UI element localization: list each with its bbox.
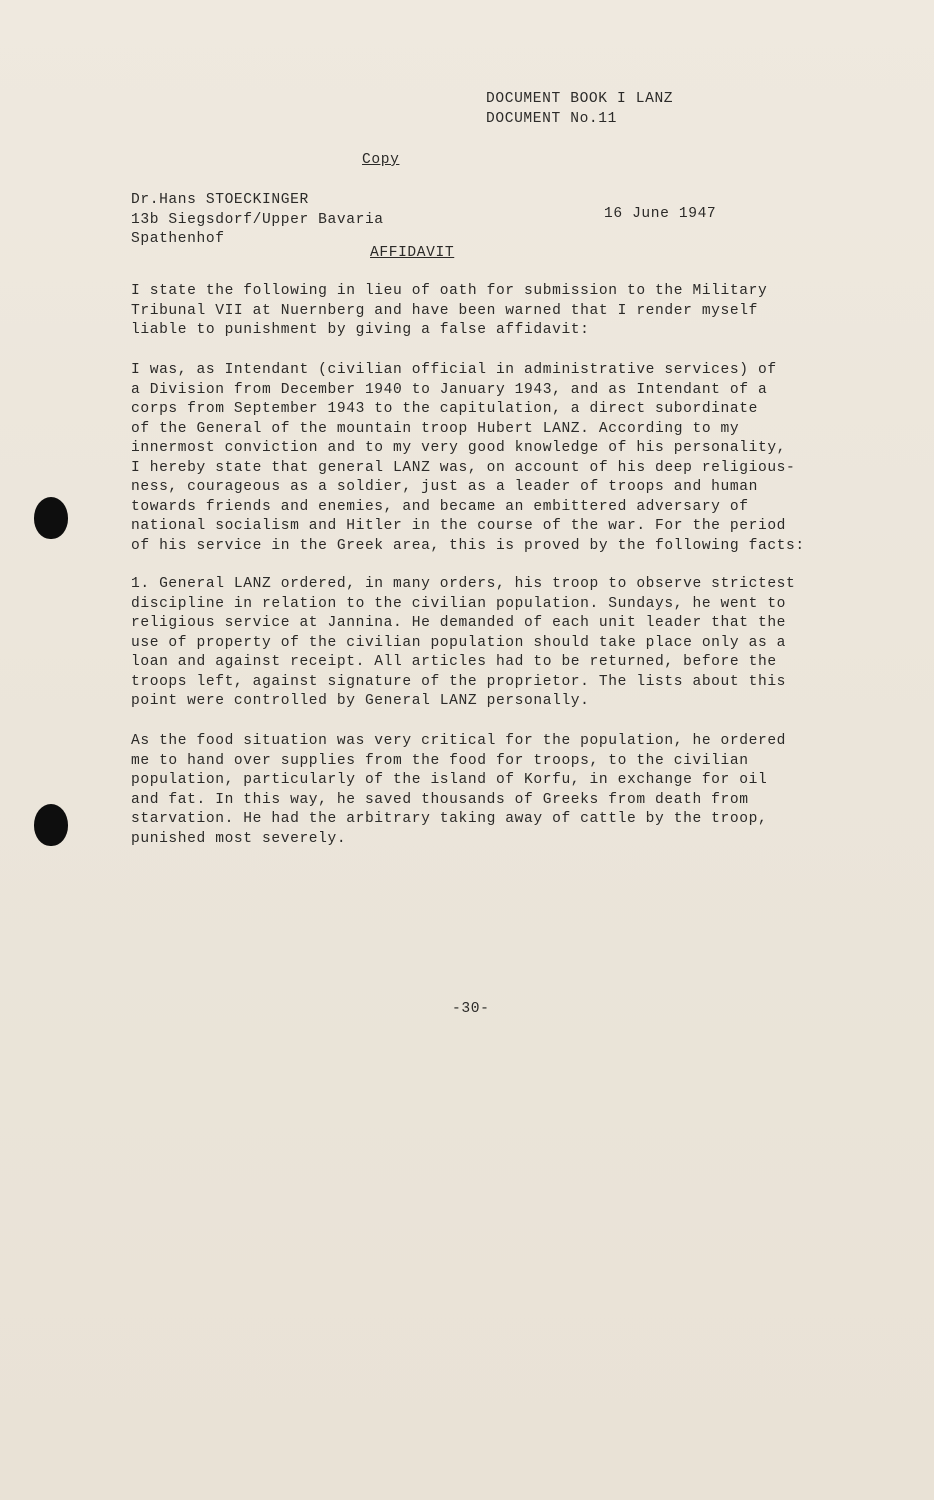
sender-block bbox=[131, 191, 384, 250]
food-situation-paragraph: As the food situation was very critical for the population, he ordered me to hand over supplies from the food for troops, to the civilian population, particularly of the island of Korfu, in exchange for oil and fat. In this way, he saved thousands of Greeks from death from starvation. He had the arbitrary taking away of cattle by the troop, punished most severely. bbox=[131, 733, 787, 847]
fact-one-paragraph: 1. General LANZ ordered, in many orders, his troop to observe strictest discipline in relation to the civilian population. Sundays, he went to religious service at Jannina. He demanded of each unit leader that the use of property of the civilian population should take place only as a loan and against receipt. All articles had to be returned, before the troops left, against signature of the proprietor. The lists about this point were controlled by General LANZ personally. bbox=[131, 576, 796, 709]
punch-hole-lower bbox=[34, 804, 68, 846]
document-number-line: DOCUMENT No.11 bbox=[486, 110, 618, 127]
page-number: -30- bbox=[452, 1001, 490, 1017]
oath-statement-paragraph: I state the following in lieu of oath for submission to the Military Tribunal VII at Nuernberg and have been warned that I render myself liable to punishment by giving a false affidavit: bbox=[131, 283, 768, 338]
sender-place: Spathenhof bbox=[131, 231, 225, 247]
punch-hole-upper bbox=[34, 497, 68, 539]
copy-label: Copy bbox=[362, 152, 400, 168]
sender-name: Dr.Hans STOECKINGER bbox=[131, 192, 309, 208]
service-statement-paragraph: I was, as Intendant (civilian official in administrative services) of a Division from December 1940 to January 1943, and as Intendant of a corps from September 1943 to the capitulation, a direct subordinate of the General of the mountain troop Hubert LANZ. According to my innermost conviction and to my very good knowledge of his personality, I hereby state that general LANZ was, on account of his deep religious- ness, courageous as a soldier, just as a leader of troops and human towards friends and enemies, and became an embittered adversary of national socialism and Hitler in the course of the war. For the period of his service in the Greek area, this is proved by the following facts: bbox=[131, 362, 805, 554]
document-reference bbox=[486, 90, 673, 129]
document-date: 16 June 1947 bbox=[604, 206, 717, 222]
document-book-line: DOCUMENT BOOK I LANZ bbox=[486, 91, 674, 107]
sender-address: 13b Siegsdorf/Upper Bavaria bbox=[131, 211, 384, 228]
document-title: AFFIDAVIT bbox=[370, 245, 455, 261]
